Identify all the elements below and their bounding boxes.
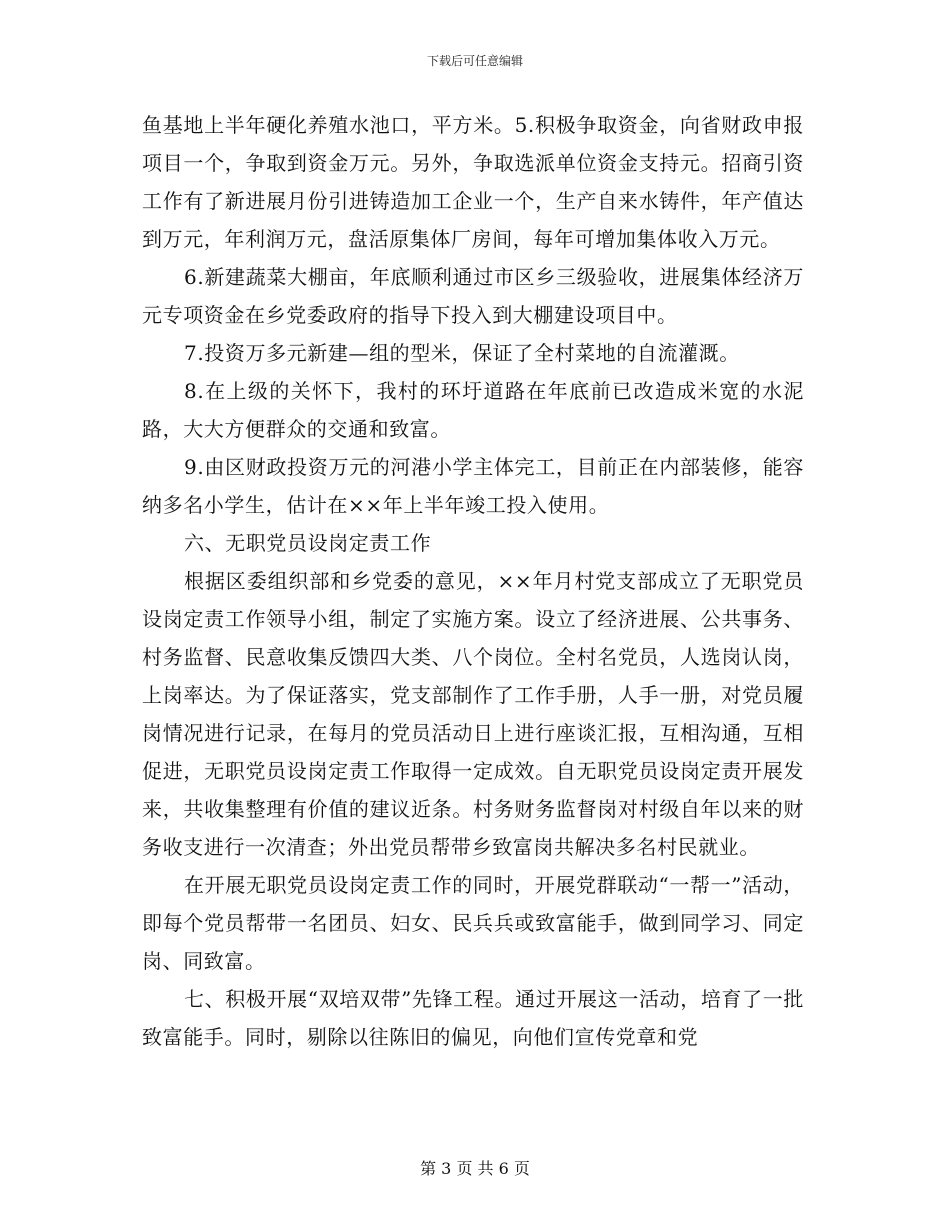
- paragraph: 七、积极开展“双培双带”先锋工程。通过开展这一活动，培育了一批致富能手。同时，剔除以往陈旧的偏见，向他们宣传党章和党: [142, 987, 804, 1049]
- page-footer: 第 3 页 共 6 页: [420, 1159, 530, 1178]
- paragraph: 鱼基地上半年硬化养殖水池口，平方米。5.积极争取资金，向省财政申报项目一个，争取到资金万元。另外，争取选派单位资金支持元。招商引资工作有了新进展月份引进铸造加工企业一个，生产自来水铸件，年产值达到万元，年利润万元，盘活原集体厂房间，每年可增加集体收入万元。: [142, 113, 804, 251]
- section-heading: 六、无职党员设岗定责工作: [184, 531, 432, 555]
- document-body: [142, 106, 804, 1056]
- paragraph: 8.在上级的关怀下，我村的环圩道路在年底前已改造成米宽的水泥路，大大方便群众的交通和致富。: [142, 379, 804, 441]
- paragraph: 在开展无职党员设岗定责工作的同时，开展党群联动“一帮一”活动，即每个党员帮带一名团员、妇女、民兵兵或致富能手，做到同学习、同定岗、同致富。: [142, 873, 804, 973]
- paragraph: 根据区委组织部和乡党委的意见，××年月村党支部成立了无职党员设岗定责工作领导小组，制定了实施方案。设立了经济进展、公共事务、村务监督、民意收集反馈四大类、八个岗位。全村名党员，人选岗认岗，上岗率达。为了保证落实，党支部制作了工作手册，人手一册，对党员履岗情况进行记录，在每月的党员活动日上进行座谈汇报，互相沟通，互相促进，无职党员设岗定责工作取得一定成效。自无职党员设岗定责开展发来，共收集整理有价值的建议近条。村务财务监督岗对村级自年以来的财务收支进行一次清查；外出党员帮带乡致富岗共解决多名村民就业。: [142, 569, 804, 859]
- paragraph: 7.投资万多元新建—组的型米，保证了全村菜地的自流灌溉。: [184, 341, 740, 365]
- paragraph: 9.由区财政投资万元的河港小学主体完工，目前正在内部装修，能容纳多名小学生，估计在××年上半年竣工投入使用。: [142, 455, 804, 517]
- paragraph: 6.新建蔬菜大棚亩，年底顺利通过市区乡三级验收，进展集体经济万元专项资金在乡党委政府的指导下投入到大棚建设项目中。: [142, 265, 804, 327]
- page-header: 下载后可任意编辑: [426, 54, 523, 68]
